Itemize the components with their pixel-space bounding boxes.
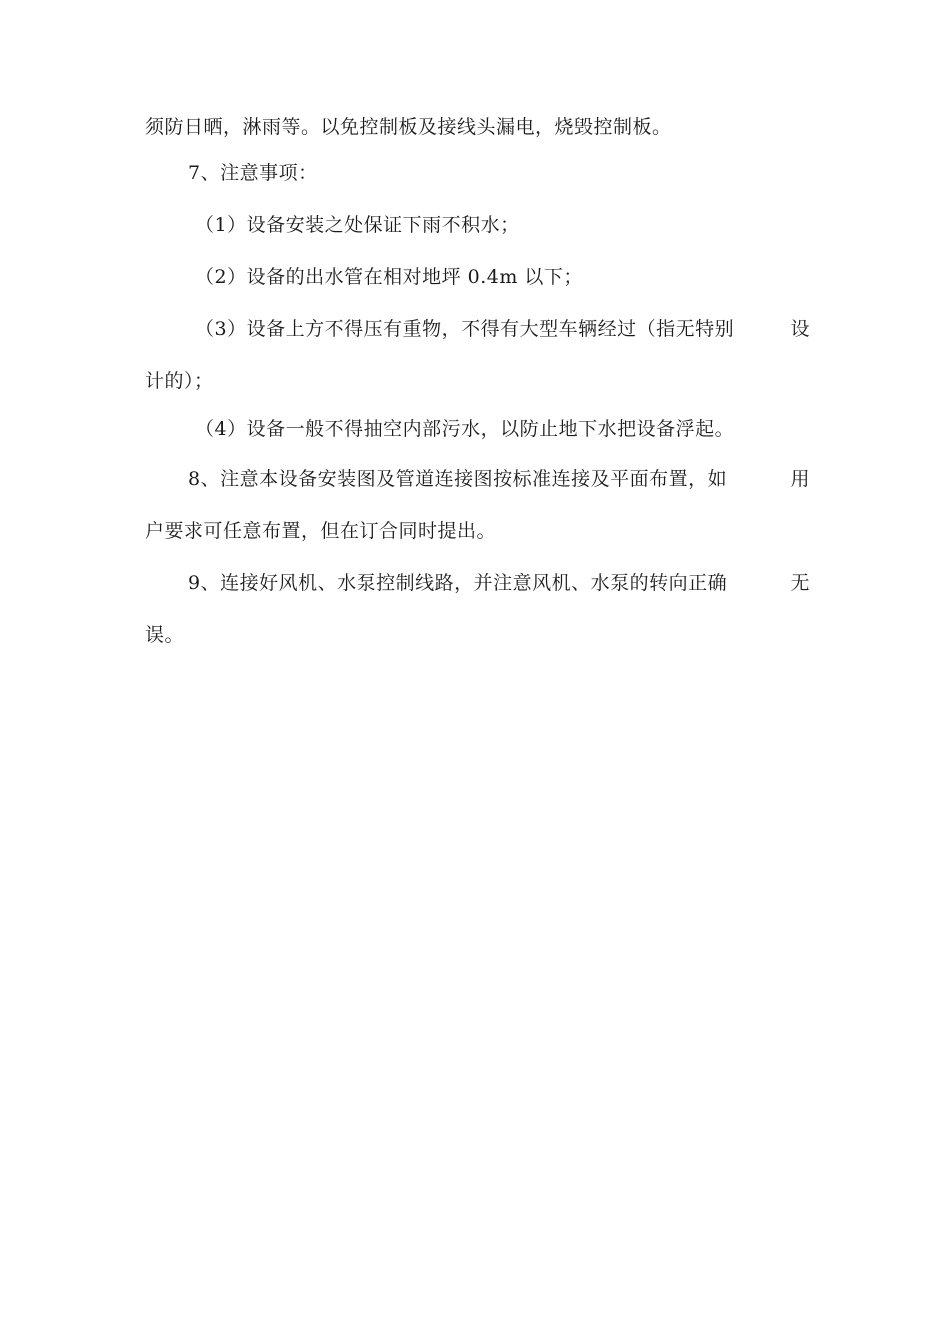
text-line: 户要求可任意布置，但在订合同时提出。 xyxy=(145,520,497,542)
list-item xyxy=(195,416,810,442)
text-line: 计的）； xyxy=(145,370,214,392)
paragraph-line xyxy=(145,518,810,544)
paragraph-line xyxy=(145,114,810,140)
text-line: 须防日晒，淋雨等。以免控制板及接线头漏电，烧毁控制板。 xyxy=(145,116,672,138)
text-line: （4）设备一般不得抽空内部污水，以防止地下水把设备浮起。 xyxy=(195,418,735,440)
text-line: （3）设备上方不得压有重物，不得有大型车辆经过（指无特别 xyxy=(195,318,735,340)
list-item xyxy=(195,316,810,342)
text-line: （1）设备安装之处保证下雨不积水； xyxy=(195,214,520,236)
list-item xyxy=(195,212,810,238)
text-line: 8、注意本设备安装图及管道连接图按标准连接及平面布置，如 xyxy=(188,468,728,490)
list-item-continuation xyxy=(145,368,810,394)
text-line: 9、连接好风机、水泵控制线路，并注意风机、水泵的转向正确 xyxy=(188,572,728,594)
text-line-tail: 无 xyxy=(790,572,810,594)
text-line-tail: 设 xyxy=(790,318,810,340)
text-line-tail: 用 xyxy=(790,468,810,490)
paragraph-line xyxy=(188,570,810,596)
section-heading xyxy=(188,160,810,186)
list-item xyxy=(195,264,810,290)
paragraph-line xyxy=(188,466,810,492)
text-line: （2）设备的出水管在相对地坪 0.4m 以下； xyxy=(195,266,583,288)
text-line: 误。 xyxy=(145,624,185,646)
paragraph-line xyxy=(145,622,810,648)
text-line: 7、注意事项： xyxy=(188,162,318,184)
